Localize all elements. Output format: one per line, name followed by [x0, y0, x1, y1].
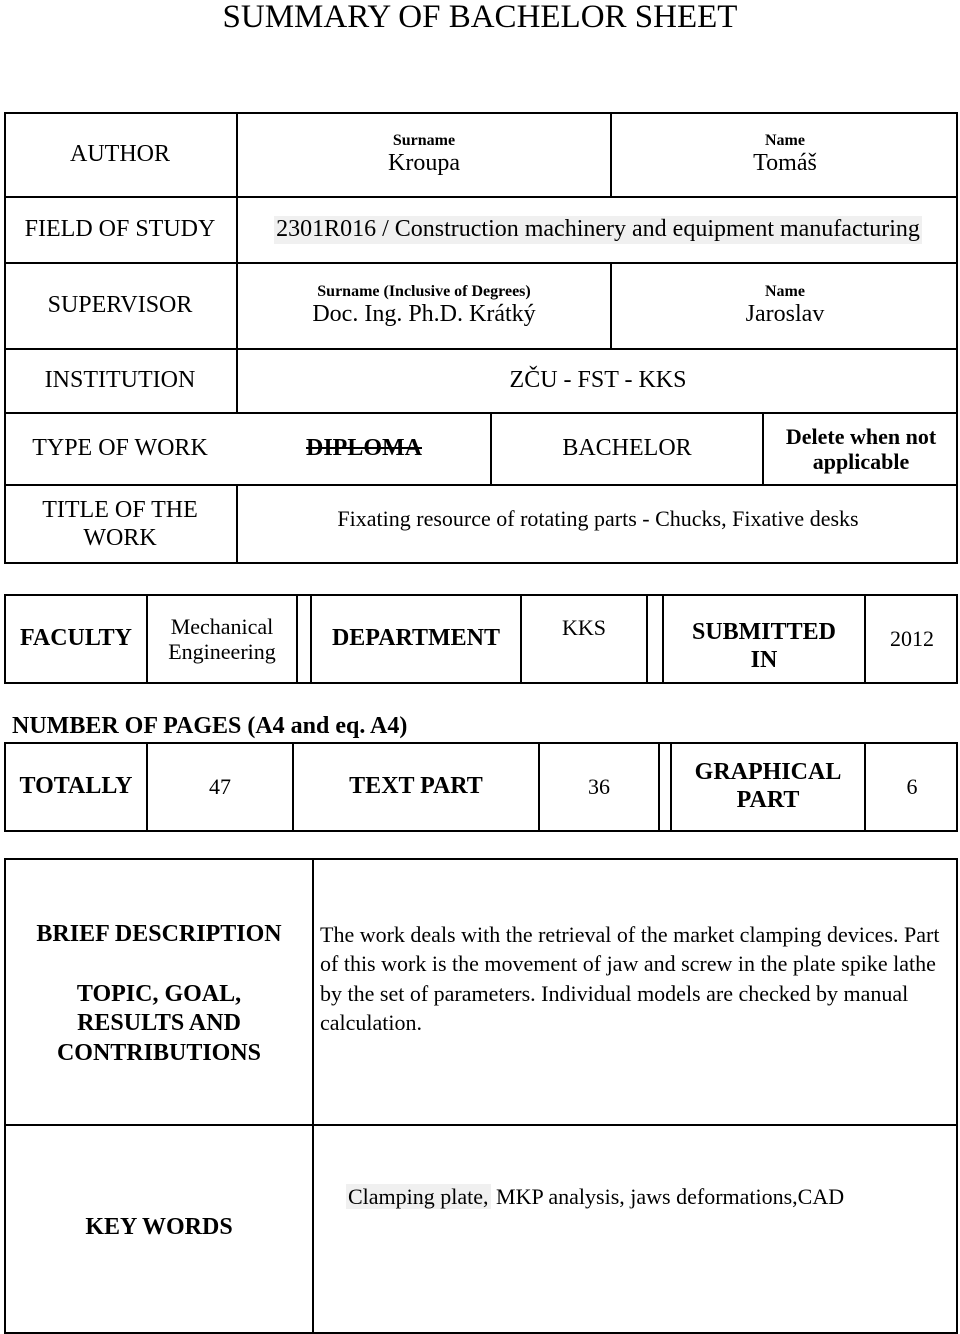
- brief-description-text: The work deals with the retrieval of the market clamping devices. Part of this work is the movement of jaw and screw in the plate spike lathe by the set of parameters. Individual models are checked by manual calculation.: [320, 922, 940, 1035]
- type-of-work-label: TYPE OF WORK: [32, 435, 208, 462]
- author-name: Tomáš: [753, 150, 817, 177]
- author-name-cell: [612, 114, 958, 196]
- supervisor-name-cell: [612, 264, 958, 348]
- field-of-study-label: FIELD OF STUDY: [24, 216, 216, 243]
- topic-goal-label: TOPIC, GOAL, RESULTS AND CONTRIBUTIONS: [56, 981, 262, 1066]
- supervisor-surname-label: Surname (Inclusive of Degrees): [317, 283, 531, 300]
- supervisor-label: SUPERVISOR: [47, 292, 193, 319]
- submitted-value: 2012: [890, 626, 934, 652]
- diploma-option: DIPLOMA: [306, 435, 422, 462]
- key-words-value: [346, 1184, 954, 1210]
- brief-description-label: BRIEF DESCRIPTION: [36, 921, 282, 947]
- author-surname-cell: [238, 114, 610, 196]
- faculty-label: FACULTY: [19, 625, 133, 652]
- supervisor-name: Jaroslav: [745, 301, 825, 328]
- text-part-label: TEXT PART: [349, 773, 483, 800]
- supervisor-surname: Doc. Ing. Ph.D. Krátký: [312, 301, 536, 328]
- faculty-value: Mechanical Engineering: [168, 613, 276, 664]
- key-words-rest: MKP analysis, jaws deformations,CAD: [490, 1184, 845, 1209]
- key-words-highlighted: Clamping plate,: [348, 1184, 489, 1209]
- field-of-study-value: [238, 198, 958, 262]
- title-of-work-value: Fixating resource of rotating parts - Chucks, Fixative desks: [337, 506, 859, 532]
- graphical-part-label: GRAPHICAL PART: [694, 759, 842, 813]
- department-label: DEPARTMENT: [331, 625, 501, 652]
- institution-label: INSTITUTION: [44, 367, 196, 394]
- author-surname-label: Surname: [392, 132, 456, 149]
- author-surname: Kroupa: [388, 150, 460, 177]
- page-title: SUMMARY OF BACHELOR SHEET: [222, 0, 738, 36]
- totally-label: TOTALLY: [19, 773, 133, 800]
- submitted-label: SUBMITTED IN: [691, 619, 837, 673]
- key-words-label: KEY WORDS: [85, 1214, 233, 1241]
- bachelor-option: BACHELOR: [562, 435, 692, 462]
- supervisor-surname-cell: [238, 264, 610, 348]
- delete-note: Delete when not applicable: [785, 423, 937, 474]
- supervisor-name-label: Name: [765, 283, 805, 300]
- institution-value: ZČU - FST - KKS: [509, 367, 687, 394]
- department-value: KKS: [561, 615, 606, 641]
- totally-value: 47: [209, 774, 231, 800]
- text-part-value: 36: [588, 774, 610, 800]
- pages-heading: NUMBER OF PAGES (A4 and eq. A4): [12, 713, 408, 739]
- author-name-label: Name: [765, 132, 805, 149]
- author-label: AUTHOR: [70, 141, 170, 168]
- graphical-part-value: 6: [906, 774, 918, 800]
- field-of-study-text: 2301R016 / Construction machinery and equipment manufacturing: [276, 216, 920, 243]
- title-of-work-label: TITLE OF THE WORK: [42, 497, 198, 551]
